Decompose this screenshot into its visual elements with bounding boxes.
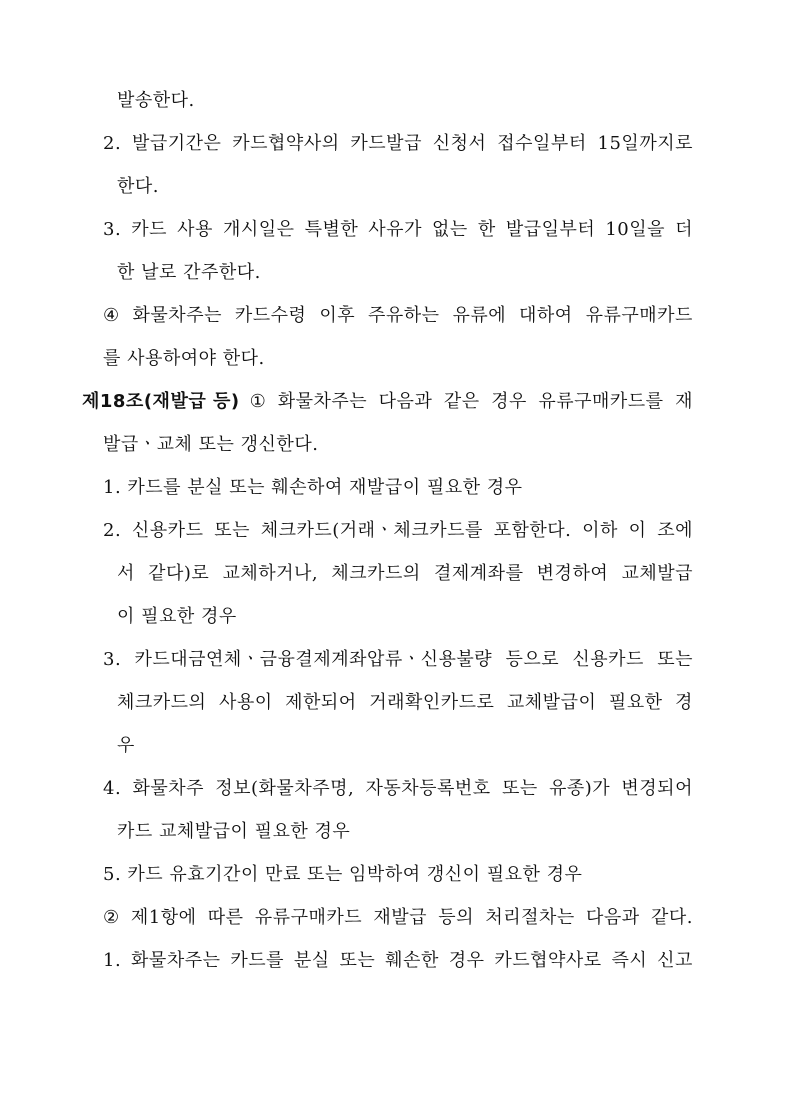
word: 즉시 (611, 950, 648, 971)
word: 유류에 (452, 305, 507, 326)
article-18-first-line (82, 389, 693, 415)
word: 카드발급 (350, 133, 422, 154)
word: 화물차주 (132, 778, 204, 799)
word: 재 (675, 391, 693, 412)
word: 정보(화물차주명, (215, 778, 355, 799)
word: 유류구매카드를 (538, 391, 664, 412)
word: 제1항에 (130, 907, 197, 928)
word: 변경하여 (536, 563, 609, 584)
word: 카드를 (230, 950, 285, 971)
word: 또는 (657, 649, 693, 670)
word: 4. (103, 778, 122, 799)
word: 카드협약사의 (232, 133, 340, 154)
text-line (103, 131, 693, 157)
word: 사용 (177, 219, 213, 240)
word: 개시일은 (222, 219, 295, 240)
word: 접수일부터 (497, 133, 587, 154)
text-line: 한다. (117, 176, 159, 197)
word: 1. (103, 950, 122, 971)
word: 제한되어 (285, 692, 357, 713)
word: 3. (103, 649, 122, 670)
word: 서 (117, 563, 135, 584)
word: 화물차주는 (132, 305, 222, 326)
text-line: 5. 카드 유효기간이 만료 또는 임박하여 갱신이 필요한 경우 (103, 864, 583, 885)
word: 훼손한 (385, 950, 439, 971)
word: 거래확인카드로 (369, 692, 495, 713)
word: 2. (103, 133, 122, 154)
word: 교체하거나, (222, 563, 319, 584)
text-line (117, 690, 693, 716)
word: 결제계좌를 (434, 563, 524, 584)
word: 유류구매카드 (254, 907, 363, 928)
text-line (103, 303, 693, 329)
word: 이 (628, 520, 647, 541)
word: 다음과 (378, 391, 433, 412)
word: 경우 (448, 950, 485, 971)
word: 2. (103, 520, 122, 541)
word: 15일까지로 (597, 133, 693, 154)
word: 신용카드 (131, 520, 204, 541)
word: 변경되어 (621, 778, 693, 799)
text-line (103, 647, 693, 673)
word: 유종)가 (548, 778, 611, 799)
text-line (103, 948, 693, 974)
word: 체크카드(거래ㆍ체크카드를 (260, 520, 483, 541)
word: 화물차주는 (131, 950, 221, 971)
word: 교체발급 (621, 563, 693, 584)
text-line (103, 905, 693, 931)
word: 자동차등록번호 (365, 778, 491, 799)
word: 사용이 (218, 692, 273, 713)
word: 카드 (131, 219, 168, 240)
text-line: 한 날로 간주한다. (117, 262, 261, 283)
word: 발급기간은 (132, 133, 222, 154)
word: 더 (675, 219, 693, 240)
word: 분실 (293, 950, 330, 971)
word: ① (249, 391, 267, 412)
word: 다음과 (586, 907, 640, 928)
word: 카드대금연체ㆍ금융결제계좌압류ㆍ신용불량 (134, 649, 493, 670)
word: 같다. (650, 907, 693, 928)
word: 사유가 (368, 219, 422, 240)
word: 조에 (657, 520, 693, 541)
word: ② (103, 907, 120, 928)
text-line (117, 561, 693, 587)
text-line (250, 389, 693, 415)
word: 이후 (319, 305, 356, 326)
article-heading: 제18조(재발급 등) (82, 391, 240, 412)
word: 경 (675, 692, 693, 713)
word: 신청서 (432, 133, 487, 154)
word: 10일을 (605, 219, 666, 240)
text-line: 발급ㆍ교체 또는 갱신한다. (103, 434, 319, 455)
word: 체크카드의 (331, 563, 421, 584)
word: 신고 (657, 950, 693, 971)
word: 처리절차는 (485, 907, 575, 928)
word: 등의 (438, 907, 475, 928)
word: 또는 (339, 950, 376, 971)
text-line (103, 518, 693, 544)
word: 신용카드 (572, 649, 644, 670)
text-line: 이 필요한 경우 (117, 606, 237, 627)
text-line: 우 (117, 735, 135, 756)
word: 경우 (491, 391, 527, 412)
word: 유류구매카드 (585, 305, 693, 326)
word: 또는 (214, 520, 250, 541)
word: 재발급 (373, 907, 428, 928)
word: 발급일부터 (505, 219, 596, 240)
word: 또는 (501, 778, 538, 799)
word: 등으로 (505, 649, 560, 670)
word: 같다)로 (148, 563, 210, 584)
text-line: 발송한다. (117, 90, 195, 111)
word: 같은 (443, 391, 480, 412)
word: 카드협약사로 (494, 950, 602, 971)
word: 교체발급이 (506, 692, 597, 713)
word: 체크카드의 (117, 692, 207, 713)
text-line: 를 사용하여야 한다. (103, 348, 265, 369)
word: 특별한 (304, 219, 359, 240)
word: ④ (103, 305, 120, 326)
text-line: 1. 카드를 분실 또는 훼손하여 재발급이 필요한 경우 (103, 477, 523, 498)
word: 대하여 (519, 305, 573, 326)
word: 따른 (207, 907, 244, 928)
word: 카드수령 (234, 305, 307, 326)
text-line (103, 217, 693, 243)
word: 필요한 (608, 692, 663, 713)
word: 한 (477, 219, 496, 240)
text-line: 카드 교체발급이 필요한 경우 (117, 821, 351, 842)
word: 화물차주는 (277, 391, 368, 412)
word: 주유하는 (368, 305, 440, 326)
word: 포함한다. (493, 520, 572, 541)
word: 3. (103, 219, 122, 240)
word: 이하 (582, 520, 618, 541)
word: 없는 (432, 219, 468, 240)
text-line (103, 776, 693, 802)
